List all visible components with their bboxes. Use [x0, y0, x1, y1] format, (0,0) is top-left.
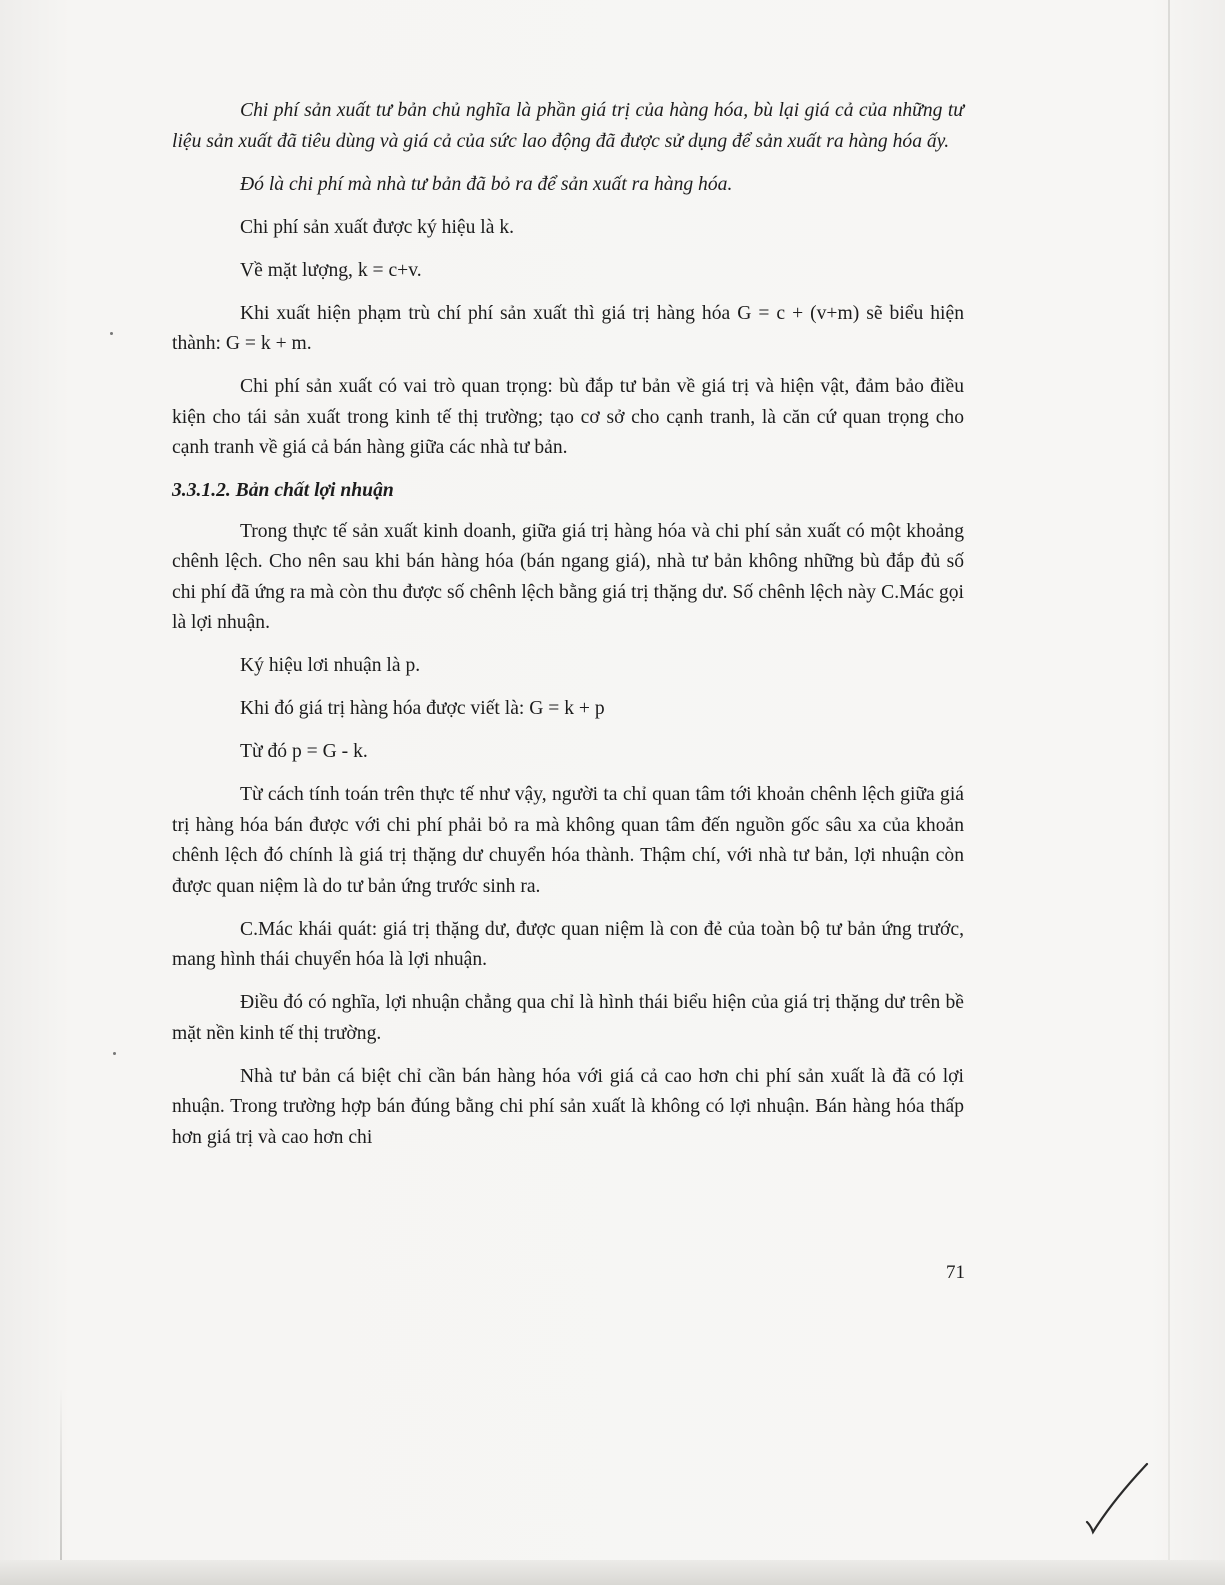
paragraph: Chi phí sản xuất được ký hiệu là k.	[240, 216, 515, 238]
section-heading: 3.3.1.2. Bản chất lợi nhuận	[172, 480, 394, 501]
page-right-shadow	[1168, 0, 1170, 1585]
page-number: 71	[946, 1262, 965, 1283]
scan-speck	[110, 332, 113, 335]
scan-speck	[113, 1052, 116, 1055]
scan-bottom-edge	[0, 1560, 1225, 1585]
page-left-shadow	[60, 1390, 62, 1560]
paragraph: Chi phí sản xuất tư bản chủ nghĩa là phần giá trị của hàng hóa, bù lại giá cả của những tư liệu sản xuất đã tiêu dùng và giá cả của sức lao động đã được sử dụng để sản xuất ra hàng hóa ấy.	[172, 100, 964, 152]
paragraph: Trong thực tế sản xuất kinh doanh, giữa giá trị hàng hóa và chi phí sản xuất có một khoảng chênh lệch. Cho nên sau khi bán hàng hóa (bán ngang giá), nhà tư bản không những bù đắp đủ số chi phí đã ứng ra mà còn thu được số chênh lệch bằng giá trị thặng dư. Số chênh lệch này C.Mác gọi là lợi nhuận.	[172, 520, 964, 633]
paragraph: Khi xuất hiện phạm trù chí phí sản xuất thì giá trị hàng hóa G = c + (v+m) sẽ biểu hiện thành: G = k + m.	[172, 302, 964, 354]
body-text	[172, 96, 964, 1166]
paragraph: Đó là chi phí mà nhà tư bản đã bỏ ra để sản xuất ra hàng hóa.	[240, 173, 733, 195]
paragraph: Về mặt lượng, k = c+v.	[240, 259, 422, 281]
paragraph: Ký hiệu lơi nhuận là p.	[240, 655, 421, 676]
paragraph: Chi phí sản xuất có vai trò quan trọng: bù đắp tư bản về giá trị và hiện vật, đảm bảo điều kiện cho tái sản xuất trong kinh tế thị trường; tạo cơ sở cho cạnh tranh, là căn cứ quan trọng cho cạnh tranh về giá cả bán hàng giữa các nhà tư bản.	[172, 376, 964, 458]
paragraph: Từ đó p = G - k.	[240, 741, 368, 762]
paragraph: Từ cách tính toán trên thực tế như vậy, người ta chỉ quan tâm tới khoản chênh lệch giữa giá trị hàng hóa bán được với chi phí phải bỏ ra mà không quan tâm đến nguồn gốc sâu xa của khoản chênh lệch đó chính là giá trị thặng dư chuyển hóa thành. Thậm chí, với nhà tư bản, lợi nhuận còn được quan niệm là do tư bản ứng trước sinh ra.	[172, 784, 964, 897]
paragraph: Điều đó có nghĩa, lợi nhuận chẳng qua chỉ là hình thái biểu hiện của giá trị thặng dư trên bề mặt nền kinh tế thị trường.	[172, 992, 964, 1044]
paragraph: Khi đó giá trị hàng hóa được viết là: G = k + p	[240, 698, 605, 719]
paragraph: Nhà tư bản cá biệt chỉ cần bán hàng hóa với giá cả cao hơn chi phí sản xuất là đã có lợi nhuận. Trong trường hợp bán đúng bằng chi phí sản xuất là không có lợi nhuận. Bán hàng hóa thấp hơn giá trị và cao hơn chi	[172, 1065, 964, 1148]
pen-check-mark-icon	[1085, 1460, 1155, 1535]
paragraph: C.Mác khái quát: giá trị thặng dư, được quan niệm là con đẻ của toàn bộ tư bản ứng trước, mang hình thái chuyển hóa là lợi nhuận.	[172, 918, 964, 970]
